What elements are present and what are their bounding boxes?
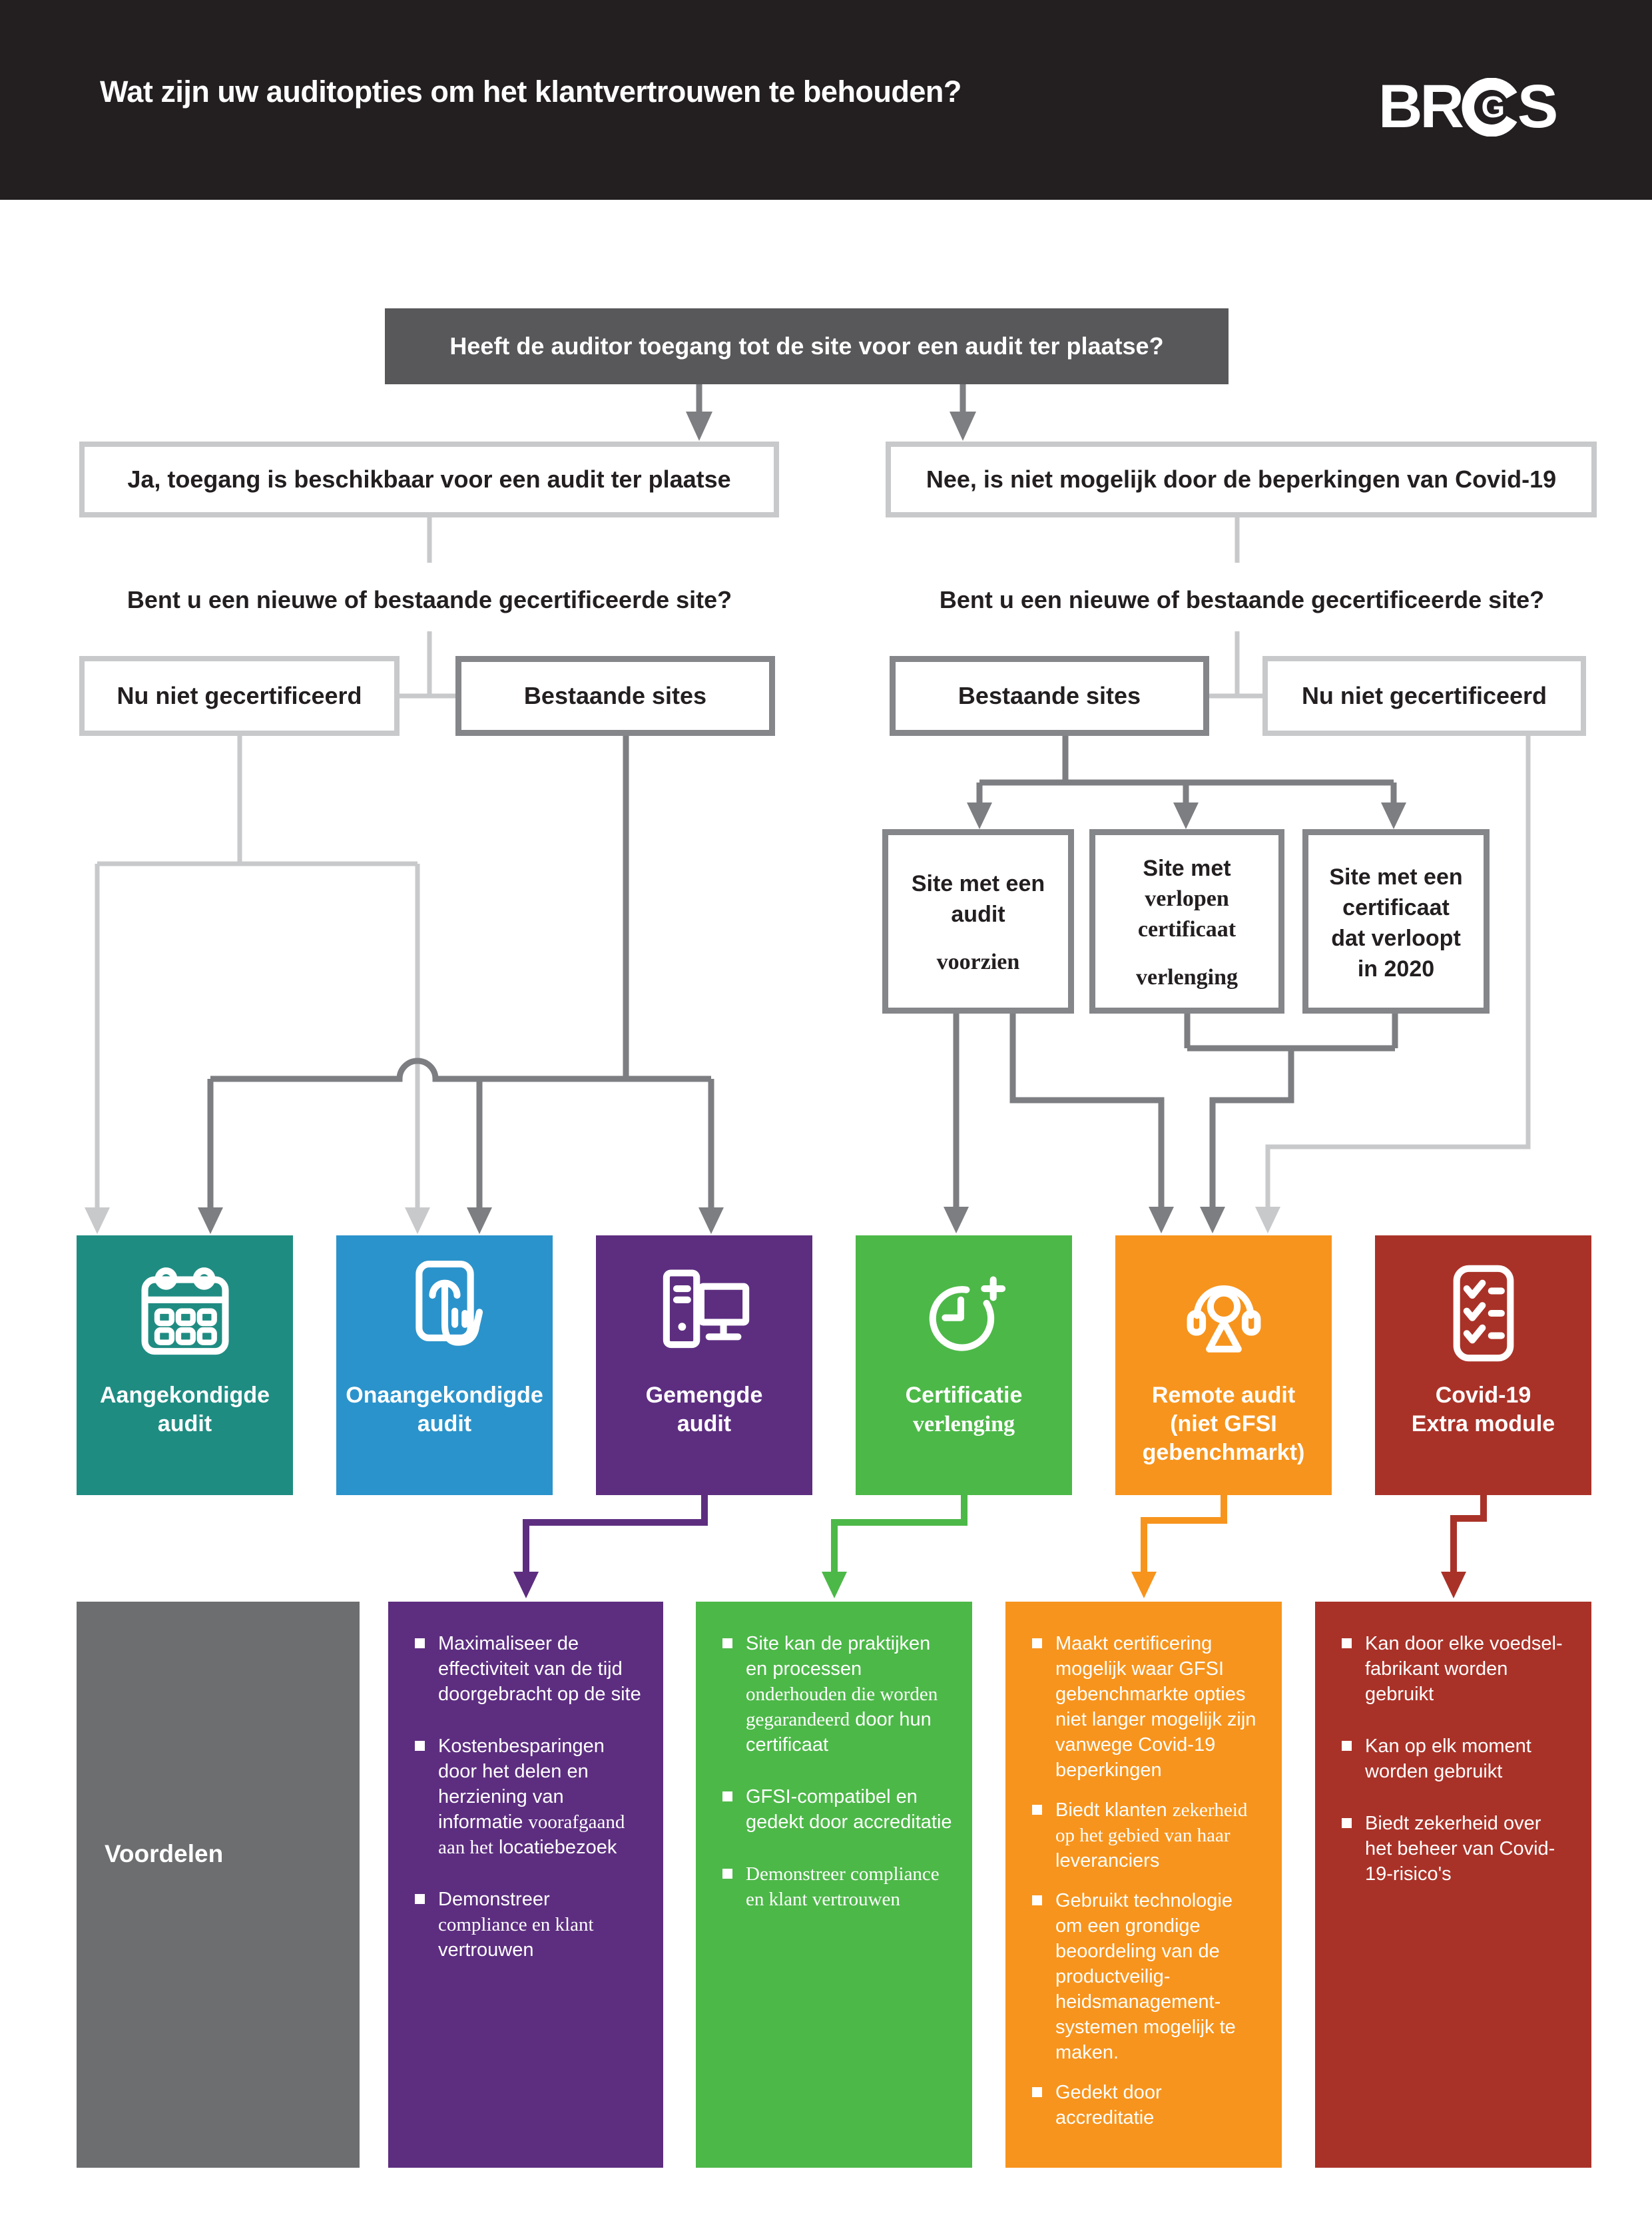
- benefits-remote-audit: [1005, 1602, 1282, 2168]
- benefit-text: Kan door elke voedsel-fabrikant worden gebruikt: [1365, 1633, 1563, 1705]
- dark-arrowhead: [698, 1207, 724, 1234]
- option-label: [906, 1381, 1023, 1438]
- connector-right-existing-split: [979, 736, 1394, 802]
- benefit-text: Gedekt door accreditatie: [1055, 2082, 1162, 2128]
- text-line: Onaangekondigde: [346, 1383, 543, 1408]
- dark-arrowhead: [1200, 1207, 1225, 1233]
- headset-icon: [1168, 1245, 1280, 1381]
- text-line: audit: [677, 1411, 732, 1436]
- text-line: verlenging: [913, 1412, 1015, 1436]
- bullet-square-icon: [1342, 1741, 1352, 1751]
- option-label: [1412, 1381, 1555, 1438]
- bullet-square-icon: [722, 1869, 732, 1879]
- benefit-item: [1342, 1734, 1571, 1784]
- benefits-certificate-extension: [696, 1602, 972, 2168]
- dark-arrowhead: [950, 412, 976, 441]
- text-line: Covid-19: [1435, 1383, 1531, 1408]
- bullet-square-icon: [1032, 1638, 1042, 1648]
- question-new-or-existing-right: Bent u een nieuwe of bestaande gecertificeerde site?: [939, 586, 1545, 613]
- dark-arrowhead: [1173, 802, 1199, 829]
- option-label: [1143, 1381, 1305, 1467]
- box-left-existing-sites: Bestaande sites: [455, 656, 775, 736]
- benefit-item: [415, 1631, 643, 1707]
- option-card-certificate-extension: [856, 1235, 1072, 1495]
- question-box-site-access: Heeft de auditor toegang tot de site voor een audit ter plaatse?: [385, 308, 1229, 384]
- green-arrowhead: [822, 1572, 847, 1598]
- benefit-text: Biedt klanten zekerheid op het gebied van haar leveranciers: [1055, 1799, 1248, 1871]
- text-line: Remote audit: [1151, 1383, 1296, 1408]
- benefits-header-panel: [77, 1602, 360, 2168]
- logo-text-right: S: [1517, 73, 1556, 141]
- benefit-text: Site kan de praktijken en processen onderhouden die worden gegarandeerd door hun certificaat: [746, 1633, 938, 1755]
- benefit-item: [415, 1887, 643, 1963]
- clock-plus-icon: [908, 1245, 1020, 1381]
- dark-arrowhead: [1381, 802, 1406, 829]
- bullet-square-icon: [1032, 1895, 1042, 1905]
- option-label: [346, 1381, 543, 1438]
- bullet-square-icon: [722, 1791, 732, 1801]
- option-card-announced-audit: [77, 1235, 293, 1495]
- dark-arrowhead: [1149, 1207, 1174, 1233]
- connector-purple-benefit: [526, 1495, 704, 1573]
- benefit-item: [1342, 1631, 1571, 1707]
- light-arrowhead: [1255, 1207, 1280, 1233]
- option-card-remote-audit: [1115, 1235, 1332, 1495]
- connector-orange-benefit: [1144, 1495, 1224, 1573]
- calendar-icon: [129, 1245, 241, 1381]
- connector-green-benefit: [834, 1495, 964, 1573]
- connector-q2l-split: [400, 631, 455, 696]
- benefit-item: [722, 1784, 952, 1835]
- orange-arrowhead: [1131, 1572, 1157, 1598]
- checklist-icon: [1428, 1245, 1539, 1381]
- option-card-covid19-module: [1375, 1235, 1591, 1495]
- box-right-not-certified: Nu niet gecertificeerd: [1262, 656, 1586, 736]
- text-line: audit: [157, 1411, 212, 1436]
- text-line: voorzien: [936, 949, 1020, 974]
- text-line: Certificatie: [905, 1383, 1023, 1408]
- benefit-text: Demonstreer compliance en klant vertrouwen: [438, 1889, 594, 1961]
- benefit-text: Maximaliseer de effectiviteit van de tijd doorgebracht op de site: [438, 1633, 641, 1705]
- benefit-text: GFSI-compatibel en gedekt door accreditatie: [746, 1786, 952, 1833]
- text-line: Extra module: [1411, 1411, 1555, 1436]
- question-new-or-existing-left: Bent u een nieuwe of bestaande gecertificeerde site?: [127, 586, 732, 613]
- red-arrowhead: [1441, 1572, 1466, 1598]
- dark-arrowhead: [686, 412, 712, 441]
- connector-sitebox1-to-orange: [1013, 1014, 1161, 1207]
- option-label: [100, 1381, 270, 1438]
- text-line: audit: [951, 901, 1005, 927]
- text-line: Site met een: [911, 870, 1045, 896]
- benefit-item: [1032, 1888, 1262, 2065]
- box-left-not-certified: Nu niet gecertificeerd: [79, 656, 400, 736]
- box-site-audit-planned: [882, 829, 1074, 1014]
- option-label: [646, 1381, 763, 1438]
- text-line: audit: [417, 1411, 472, 1436]
- benefit-text: Kan op elk moment worden gebruikt: [1365, 1736, 1531, 1782]
- bullet-square-icon: [722, 1638, 732, 1648]
- text-line: certificaat: [1137, 916, 1237, 942]
- benefit-text: Gebruikt technologie om een grondige beoordeling van de productveilig-heidsmanagement-systemen mogelijk te maken.: [1055, 1890, 1236, 2063]
- computer-icon: [649, 1245, 760, 1381]
- touch-icon: [389, 1245, 501, 1381]
- text-line: Aangekondigde: [99, 1383, 270, 1408]
- answer-box-yes: Ja, toegang is beschikbaar voor een audit ter plaatse: [79, 442, 779, 517]
- svg-text:G: G: [1481, 89, 1503, 124]
- text-line: Site met: [1143, 855, 1231, 881]
- benefit-item: [415, 1734, 643, 1860]
- connector-left-existing-split: [210, 736, 711, 1209]
- benefit-item: [1032, 2080, 1262, 2130]
- bullet-square-icon: [1342, 1818, 1352, 1828]
- benefit-item: [1032, 1631, 1262, 1783]
- page-title: Wat zijn uw auditopties om het klantvertrouwen te behouden?: [100, 75, 962, 109]
- benefit-item: [722, 1631, 952, 1757]
- benefit-item: [1342, 1811, 1571, 1887]
- text-line: gebenchmarkt): [1142, 1440, 1305, 1465]
- box-site-expired-certificate: [1089, 829, 1284, 1014]
- benefits-covid19-module: [1315, 1602, 1591, 2168]
- dark-arrowhead: [198, 1207, 223, 1234]
- logo-text-left: BR: [1378, 73, 1462, 141]
- benefits-label: Voordelen: [105, 1840, 224, 1867]
- text-line: verlenging: [1136, 964, 1238, 990]
- dark-arrowhead: [467, 1207, 492, 1234]
- benefits-blended-audit: [388, 1602, 663, 2168]
- benefit-text: Kostenbesparingen door het delen en herziening van informatie voorafgaand aan het locatiebezoek: [438, 1736, 625, 1858]
- text-line: certificaat: [1342, 894, 1450, 920]
- answer-box-no: Nee, is niet mogelijk door de beperkingen van Covid-19: [886, 442, 1597, 517]
- text-line: Site met een: [1329, 864, 1463, 890]
- text-line: in 2020: [1357, 956, 1435, 982]
- bullet-square-icon: [415, 1638, 425, 1648]
- connector-siteboxes23-to-orange: [1187, 1014, 1395, 1207]
- benefit-item: [1032, 1797, 1262, 1873]
- connector-left-notcert-split: [97, 736, 417, 1209]
- light-arrowhead: [85, 1207, 110, 1234]
- benefit-text: Demonstreer compliance en klant vertrouwen: [746, 1863, 940, 1910]
- bullet-square-icon: [415, 1741, 425, 1751]
- option-card-unannounced-audit: [336, 1235, 553, 1495]
- benefit-item: [722, 1861, 952, 1912]
- bullet-square-icon: [415, 1894, 425, 1904]
- box-site-certificate-expiring-2020: [1302, 829, 1490, 1014]
- text-line: Gemengde: [645, 1383, 763, 1408]
- dark-arrowhead: [944, 1207, 969, 1233]
- option-card-blended-audit: [596, 1235, 812, 1495]
- benefit-text: Maakt certificering mogelijk waar GFSI gebenchmarkte opties niet langer mogelijk zijn vanwege Covid-19 beperkingen: [1055, 1633, 1256, 1781]
- text-line: verlopen: [1145, 886, 1229, 911]
- bullet-square-icon: [1342, 1638, 1352, 1648]
- connector-q2r-split: [1209, 631, 1270, 696]
- bullet-square-icon: [1032, 1805, 1042, 1815]
- text-line: dat verloopt: [1331, 925, 1461, 951]
- text-line: (niet GFSI: [1170, 1411, 1277, 1436]
- bullet-square-icon: [1032, 2087, 1042, 2097]
- purple-arrowhead: [513, 1572, 539, 1598]
- connector-red-benefit: [1454, 1495, 1484, 1573]
- box-right-existing-sites: Bestaande sites: [890, 656, 1209, 736]
- dark-arrowhead: [967, 802, 992, 829]
- light-arrowhead: [405, 1207, 430, 1234]
- benefit-text: Biedt zekerheid over het beheer van Covid-19-risico's: [1365, 1813, 1555, 1885]
